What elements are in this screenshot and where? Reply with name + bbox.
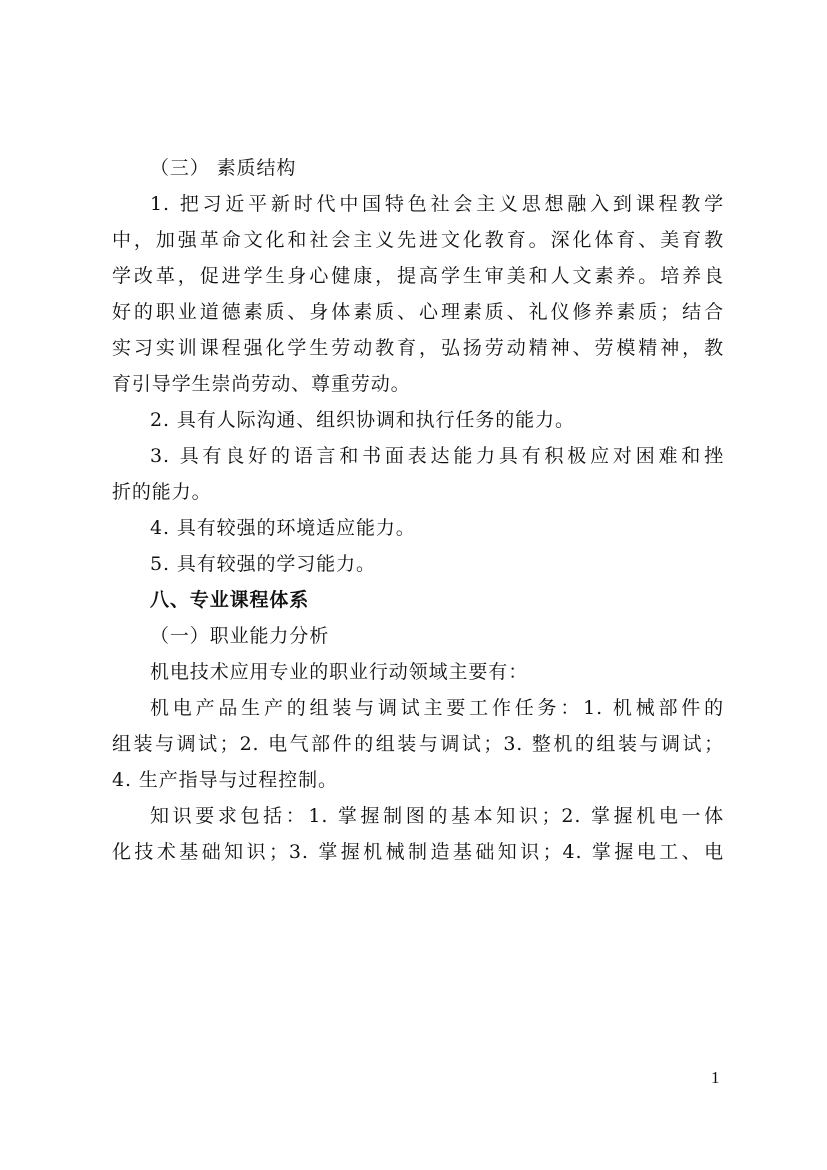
paragraph-line: 学改革，促进学生身心健康，提高学生审美和人文素养。培养良 (112, 265, 724, 287)
list-item: 3. 具有良好的语言和书面表达能力具有积极应对困难和挫 (150, 445, 724, 467)
section-heading-quality-structure: （三） 素质结构 (150, 157, 297, 179)
page-number: 1 (711, 1068, 720, 1087)
paragraph-line: 1. 把习近平新时代中国特色社会主义思想融入到课程教学 (150, 193, 724, 215)
paragraph-line: 化技术基础知识；3. 掌握机械制造基础知识；4. 掌握电工、电 (112, 841, 724, 863)
paragraph-line: 4. 生产指导与过程控制。 (112, 769, 338, 791)
section-heading-ability-analysis: （一）职业能力分析 (150, 625, 330, 647)
paragraph-line: 育引导学生崇尚劳动、尊重劳动。 (112, 373, 411, 395)
paragraph-line: 好的职业道德素质、身体素质、心理素质、礼仪修养素质；结合 (112, 301, 724, 323)
paragraph-line: 机电产品生产的组装与调试主要工作任务：1. 机械部件的 (150, 697, 724, 719)
chapter-heading-course-system: 八、专业课程体系 (150, 589, 310, 611)
paragraph-line: 实习实训课程强化学生劳动教育，弘扬劳动精神、劳模精神，教 (112, 337, 724, 359)
list-item: 4. 具有较强的环境适应能力。 (150, 517, 416, 539)
paragraph-line: 折的能力。 (112, 481, 212, 503)
list-item: 5. 具有较强的学习能力。 (150, 553, 376, 575)
paragraph-line: 中，加强革命文化和社会主义先进文化教育。深化体育、美育教 (112, 229, 724, 251)
document-body (112, 150, 724, 870)
paragraph-line: 知识要求包括：1. 掌握制图的基本知识；2. 掌握机电一体 (150, 805, 724, 827)
list-item: 2. 具有人际沟通、组织协调和执行任务的能力。 (150, 409, 575, 431)
paragraph-line: 机电技术应用专业的职业行动领域主要有： (150, 661, 529, 683)
paragraph-line: 组装与调试；2. 电气部件的组装与调试；3. 整机的组装与调试； (112, 733, 724, 755)
